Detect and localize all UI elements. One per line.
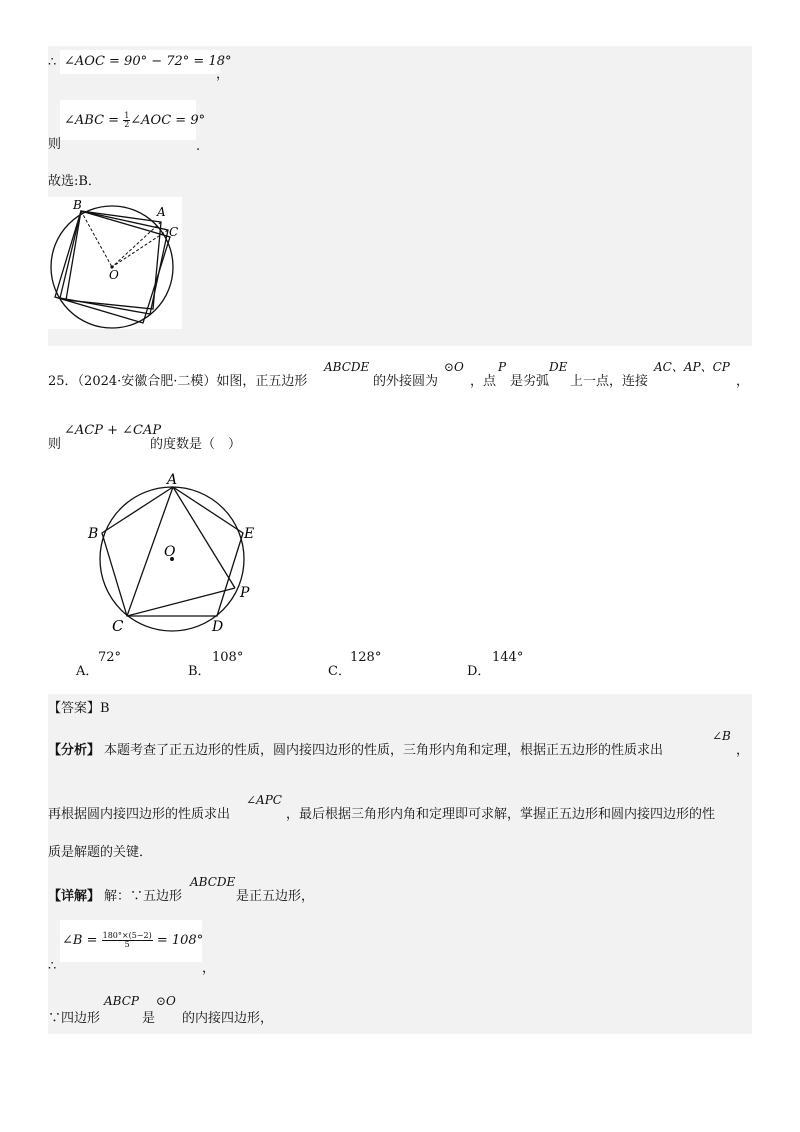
math-circle-o: ⊙O <box>156 994 176 1008</box>
choice-statement: 故选:B． <box>48 174 101 189</box>
label-b: B <box>88 526 99 542</box>
label-b: B <box>73 198 82 212</box>
equation-aoc: ∠AOC = 90° − 72° = 18° <box>64 54 232 69</box>
analysis-head: 【分析】 <box>48 743 101 758</box>
math-abcde: ABCDE <box>190 875 236 889</box>
math-abcp: ABCP <box>104 994 139 1008</box>
text-circumcircle: 的外接圆为 <box>373 374 439 389</box>
comma: ， <box>736 374 750 389</box>
option-d-value: 144° <box>492 650 524 665</box>
label-o: O <box>164 544 176 560</box>
comma: ， <box>202 961 216 976</box>
text-point: ，点 <box>470 374 497 389</box>
math-circle-o: ⊙O <box>444 360 464 374</box>
segment-ap <box>173 487 235 588</box>
detail-text-2: 是正五边形， <box>236 889 315 904</box>
detail-head: 【详解】 <box>48 889 101 904</box>
equation-angle-b: ∠B = $\frac{180^\circ\times(5-2)}{5}$ = 108° <box>62 931 204 949</box>
math-angle-sum: ∠ACP + ∠CAP <box>64 423 162 438</box>
detail-text-1: 解：∵五边形 <box>104 889 183 904</box>
math-angle-b: ∠B <box>712 729 731 743</box>
text-degree: 的度数是（ ） <box>150 437 242 452</box>
label-a: A <box>167 472 178 488</box>
analysis-text-3: ，最后根据三角形内角和定理即可求解，掌握正五边形和圆内接四边形的性 <box>286 807 716 822</box>
because-text: ∵四边形 <box>48 1011 101 1026</box>
option-b-value: 108° <box>212 650 244 665</box>
option-a-letter: A． <box>76 664 99 679</box>
option-c-letter: C． <box>328 664 351 679</box>
label-o: O <box>109 268 119 282</box>
option-a-value: 72° <box>98 650 122 665</box>
math-abcde: ABCDE <box>324 360 370 374</box>
comma: ， <box>736 743 750 758</box>
label-p: P <box>240 585 250 601</box>
math-angle-apc: ∠APC <box>246 793 282 807</box>
label-e: E <box>244 526 255 542</box>
math-segments: AC、AP、CP <box>654 360 730 374</box>
detail-text-3: 的内接四边形， <box>182 1011 274 1026</box>
option-b-letter: B． <box>188 664 211 679</box>
then-label: 则 <box>48 137 62 152</box>
text-connect: 上一点，连接 <box>570 374 649 389</box>
math-p: P <box>498 360 507 374</box>
therefore-symbol: ∴ <box>48 959 57 974</box>
analysis-text-2: 再根据圆内接四边形的性质求出 <box>48 807 231 822</box>
analysis-text-4: 质是解题的关键． <box>48 845 153 860</box>
text-minor-arc: 是劣弧 <box>510 374 550 389</box>
label-d: D <box>212 619 224 635</box>
label-a: A <box>157 205 166 219</box>
question-prefix: 25．（2024·安徽合肥·二模）如图，正五边形 <box>48 374 308 389</box>
option-d-letter: D． <box>467 664 491 679</box>
comma: ， <box>216 67 230 82</box>
analysis-text-1: 本题考查了正五边形的性质，圆内接四边形的性质，三角形内角和定理，根据正五边形的性质求出 <box>104 743 664 758</box>
math-de: DE <box>549 360 568 374</box>
figure-pentagon <box>82 470 272 642</box>
figure-rotated-squares <box>48 197 182 329</box>
option-c-value: 128° <box>350 650 382 665</box>
label-c: C <box>169 225 179 239</box>
period: . <box>196 139 201 154</box>
equation-abc: ∠ABC = $\frac{1}{2}$ ∠AOC = 9° <box>64 111 206 129</box>
is-label: 是 <box>142 1011 156 1026</box>
label-c: C <box>112 617 124 635</box>
then-label: 则 <box>48 437 62 452</box>
answer-label: 【答案】B <box>48 701 110 716</box>
therefore-symbol: ∴ <box>48 55 57 70</box>
